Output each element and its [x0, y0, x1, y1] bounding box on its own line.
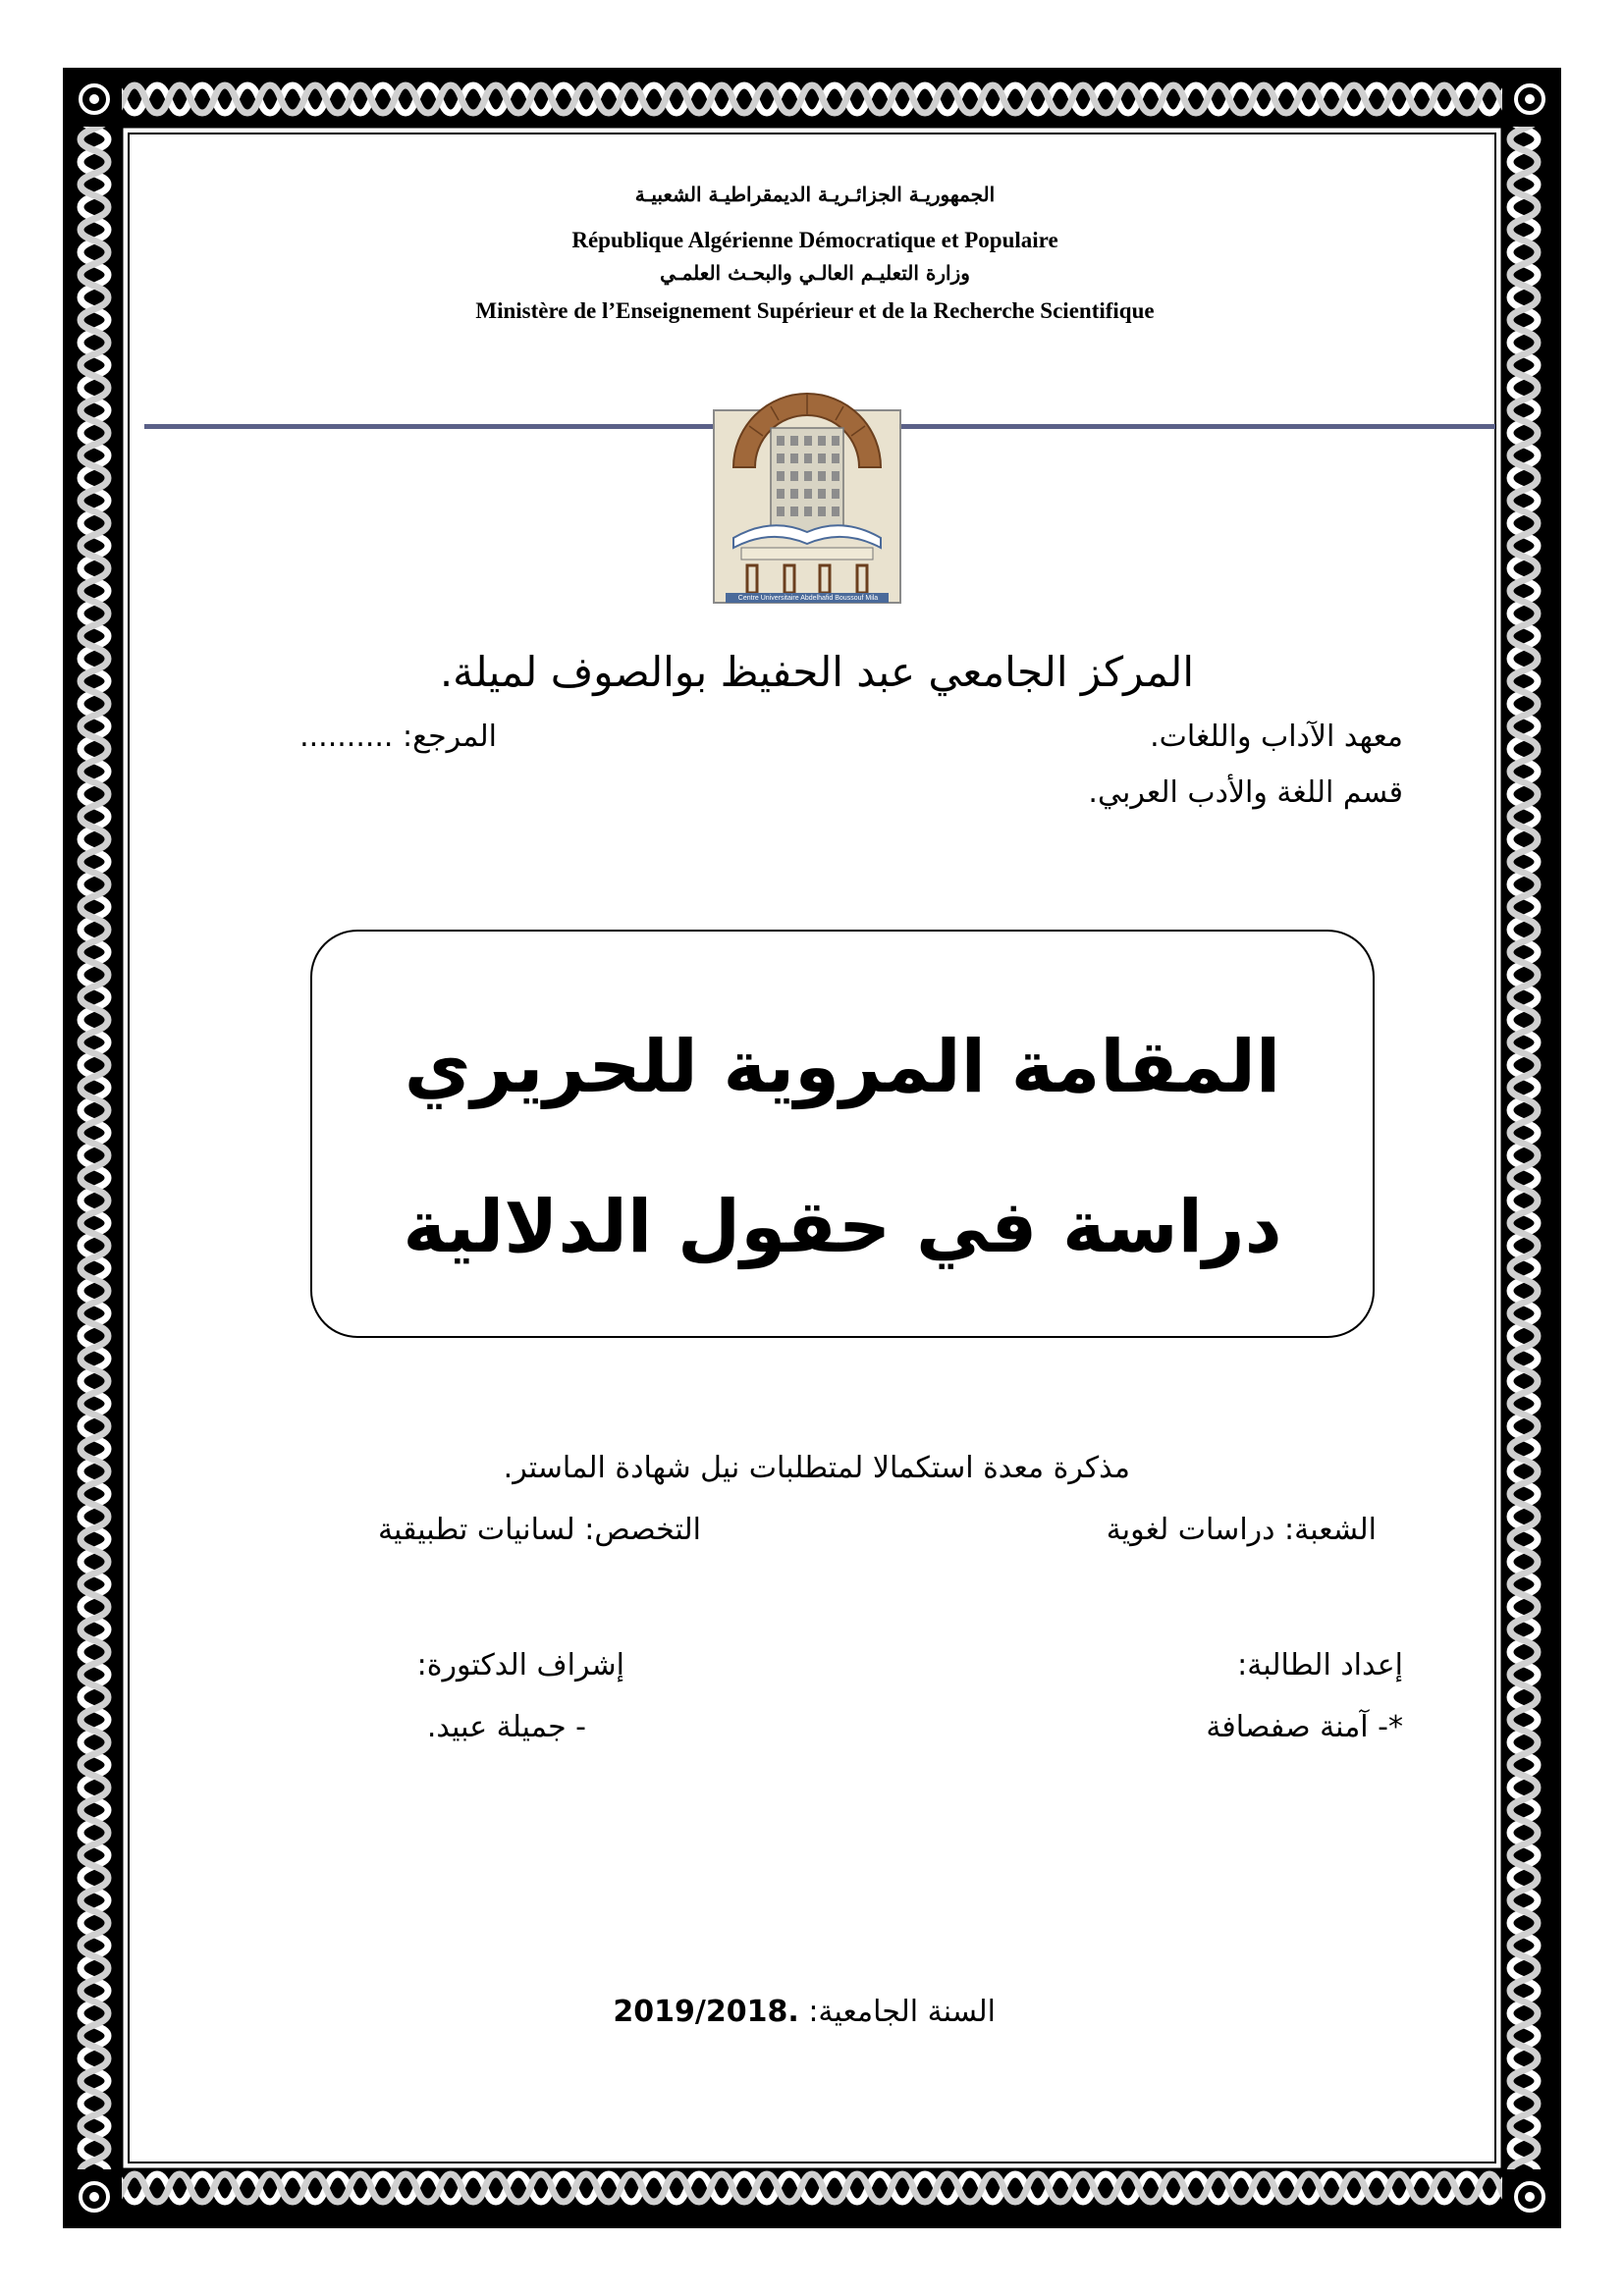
thesis-title-box: [310, 930, 1375, 1338]
student-label: إعداد الطالبة:: [1237, 1648, 1403, 1682]
academic-year: [613, 1995, 996, 2029]
ministry-arabic: وزارة التعليـم العالـي والبحـث العلمـي: [660, 261, 970, 285]
thesis-specialty: التخصص: لسانيات تطبيقية: [377, 1513, 701, 1547]
university-center-name: المركز الجامعي عبد الحفيظ بوالصوف لميلة.: [439, 648, 1194, 696]
republic-arabic: الجمهوريـة الجزائـريـة الديمقراطيـة الشعبيـة: [634, 183, 996, 206]
thesis-title-line-1: المقامة المروية للحريري: [404, 1025, 1281, 1109]
thesis-title-line-2: دراسة في حقول الدلالية: [403, 1185, 1282, 1269]
thesis-branch: الشعبة: دراسات لغوية: [1106, 1513, 1377, 1547]
republic-french: République Algérienne Démocratique et Populaire: [571, 228, 1058, 252]
department-name: قسم اللغة والأدب العربي.: [1088, 775, 1403, 810]
supervisor-name: - جميلة عبيد.: [426, 1710, 586, 1744]
institute-name: معهد الآداب واللغات.: [1150, 720, 1403, 754]
thesis-purpose: مذكرة معدة استكمالا لمتطلبات نيل شهادة الماستر.: [503, 1451, 1130, 1485]
academic-year-label: السنة الجامعية:: [808, 1995, 996, 2029]
logo-caption: Centre Universitaire Abdelhafid Boussouf Mila: [737, 595, 879, 602]
supervisor-label: إشراف الدكتورة:: [416, 1648, 624, 1682]
ministry-french: Ministère de l’Enseignement Supérieur et de la Recherche Scientifique: [475, 298, 1155, 323]
reference-number: المرجع: ..........: [299, 720, 497, 754]
university-logo: [712, 320, 902, 605]
academic-year-value: 2019/2018.: [613, 1995, 799, 2029]
student-name: *- آمنة صفصافة: [1206, 1710, 1403, 1744]
